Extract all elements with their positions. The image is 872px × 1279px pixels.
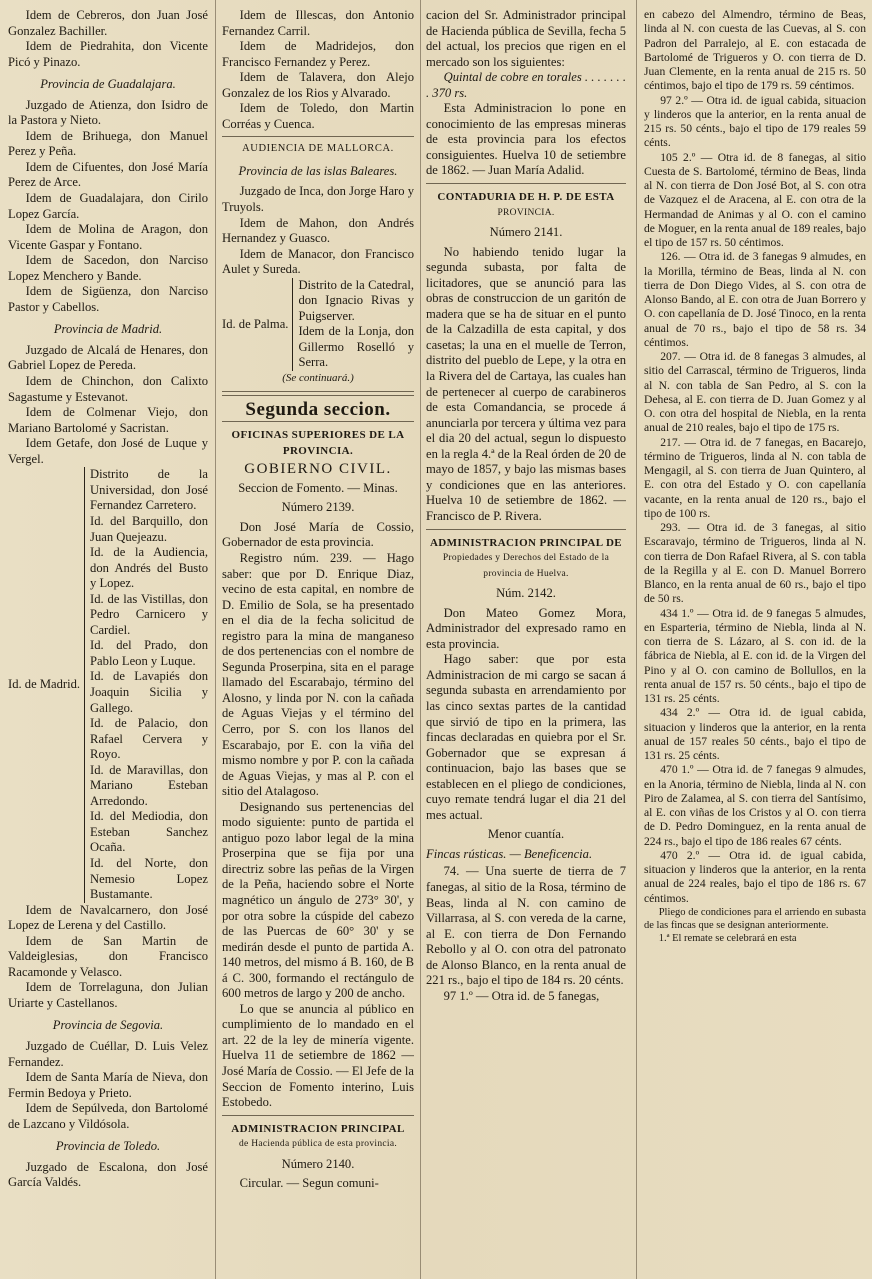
paragraph: Lo que se anuncia al público en cumplimiento de lo mandado en el art. 22 de la ley de minería vigente. Huelva 11 de setiembre de 1862 — José María de Cossio. — El Jefe de la Seccion de Fomento interino, Luis Estobedo. bbox=[222, 1001, 414, 1110]
office-heading: CONTADURIA DE H. P. DE ESTA bbox=[437, 191, 615, 204]
paragraph: 74. — Una suerte de tierra de 7 fanegas, al sitio de la Rosa, término de Beas, linda al N. con camino de Villarrasa, al S. con vereda de la carne, al E. con tierra de Don Fernando Rebollo y al O. con otra del patronato de Alonso Blanco, en la renta anual de 221 rs., bajo el tipo de 184 rs. 20 cénts. bbox=[426, 864, 626, 988]
paragraph: Idem de Talavera, don Alejo Gonzalez de los Rios y Alvarado. bbox=[222, 70, 414, 100]
paragraph: Juzgado de Alcalá de Henares, don Gabriel Lopez de Pereda. bbox=[8, 342, 208, 373]
divider bbox=[222, 421, 414, 422]
list-item: Distrito de la Universidad, don José Fernandez Carretero. bbox=[90, 467, 208, 513]
section-heading: Provincia de Guadalajara. bbox=[40, 77, 176, 92]
list-item: Id. del Barquillo, don Juan Quejeazu. bbox=[90, 513, 208, 544]
paragraph: 434 1.º — Otra id. de 9 fanegas 5 almudes, en Esparteria, término de Niebla, linda al N. con tierra de S. Lázaro, al S. con id. de la fábrica de Niebla, al E. con id. de la Virgen del Pino y al O. con camino de Bollullos, en la renta anual de 157 rs. 50 cénts., bajo el tipo de 131 rs. 25 cénts. bbox=[644, 606, 866, 705]
brace-items bbox=[84, 467, 208, 902]
paragraph: No habiendo tenido lugar la segunda subasta, por falta de licitadores, que se anunció para las obras de construccion de un garitón de madera que se ha de situar en el punto de la Calzadilla de esta capital, y dos casetas; la una en el muelle de Terron, distrito del pueblo de Lepe, y la otra en la Rivera del de Cartaya, las cuales han de pertenecer al cuerpo de carabineros de esta Comandancia, se procede á anunciarla por tercera y última vez para el dia 20 del actual, segun lo dispuesto en la regla 4.ª de la Real órden de 20 de mayo de 1857, y bajo las mismas bases y condiciones que en las anteriores. Huelva 10 de setiembre de 1862. — Francisco de P. Rivera. bbox=[426, 244, 626, 523]
paragraph: Idem de Colmenar Viejo, don Mariano Bartolomé y Sacristan. bbox=[8, 405, 208, 435]
office-heading: OFICINAS SUPERIORES DE LA PROVINCIA. bbox=[231, 429, 405, 457]
paragraph: Idem de Toledo, don Martin Corréas y Cuenca. bbox=[222, 101, 414, 131]
paragraph: Idem de Illescas, don Antonio Fernandez Carril. bbox=[222, 8, 414, 38]
brace-label: Id. de Palma. bbox=[222, 316, 289, 331]
madrid-districts bbox=[8, 467, 208, 902]
paragraph: cacion del Sr. Administrador principal de Hacienda pública de Sevilla, fecha 5 del actual, los precios que rigen en el mercado son los siguientes: bbox=[426, 8, 626, 69]
paragraph: Idem de Navalcarnero, don José Lopez de Lerena y del Castillo. bbox=[8, 902, 208, 933]
paragraph: Idem de Cebreros, don Juan José Gonzalez Bachiller. bbox=[8, 8, 208, 38]
section-heading: AUDIENCIA DE MALLORCA. bbox=[242, 143, 394, 155]
subheading: Fincas rústicas. — Beneficencia. bbox=[426, 846, 593, 861]
divider bbox=[222, 1115, 414, 1116]
list-item: Id. de Maravillas, don Mariano Esteban Arredondo. bbox=[90, 762, 208, 808]
column-1 bbox=[8, 8, 208, 1273]
column-4 bbox=[644, 8, 866, 1273]
paragraph: 207. — Otra id. de 8 fanegas 3 almudes, al sitio del Carrascal, término de Trigueros, linda al N. con tabla de San Pedro, al S. con la Dehesa, al E. con tierra de D. Juan Gomez y al O. con otra del hospital de Niebla, en la renta anual de 210 reales, bajo el tipo de 175 rs. bbox=[644, 350, 866, 435]
paragraph: Idem de Brihuega, don Manuel Perez y Peña. bbox=[8, 128, 208, 159]
paragraph: Esta Administracion lo pone en conocimiento de las empresas mineras de esta provincia para los efectos consiguientes. Huelva 10 de setiembre de 1862. — Juan María Adalid. bbox=[426, 101, 626, 178]
list-item: Id. de las Vistillas, don Pedro Carnicero y Cardiel. bbox=[90, 591, 208, 637]
paragraph: Idem de Guadalajara, don Cirilo Lopez García. bbox=[8, 191, 208, 221]
notice-number: Número 2141. bbox=[489, 225, 563, 240]
column-2 bbox=[222, 8, 414, 1273]
column-rule bbox=[420, 0, 421, 1279]
column-rule bbox=[215, 0, 216, 1279]
paragraph: Juzgado de Inca, don Jorge Haro y Truyols. bbox=[222, 184, 414, 215]
paragraph: Hago saber: que por esta Administracion de mi cargo se sacan á segunda subasta en arrendamiento por las cinco sextas partes de la cantidad que sirvió de tipo en la primera, las fincas declaradas en quiebra por el Sr. Gobernador que se expresan á continuacion, bajo las bases que se establecen en el pliego de condiciones, cuyo remate tendrá lugar el dia 21 del mes actual. bbox=[426, 652, 626, 822]
paragraph: Designando sus pertenencias del modo siguiente: punto de partida el antiguo pozo labor legal de la mina Proserpina que se fija por una directriz sobre las peñas de la Virgen de la Peña, haciendo sobre el Norte magnético un ángulo de 273° 30', y por otra sobre la cúspide del cabezo de las Puercas de 60° 30' y se medirán desde el punto de partida A. 140 metros, del mismo á B. 160, de B á C. 300, formando el rectángulo de 600 metros de largo y 200 de ancho. bbox=[222, 799, 414, 1001]
paragraph: 97 2.º — Otra id. de igual cabida, situacion y linderos que la anterior, en la renta anual de 215 rs. 50 cénts., bajo el tipo de 179 reales 59 cénts. bbox=[644, 93, 866, 150]
notice-number: Número 2139. bbox=[281, 500, 355, 515]
divider bbox=[222, 391, 414, 396]
paragraph: Idem de Santa María de Nieva, don Fermin Bedoya y Prieto. bbox=[8, 1070, 208, 1100]
paragraph: Idem de Madridejos, don Francisco Fernandez y Perez. bbox=[222, 39, 414, 69]
paragraph: Pliego de condiciones para el arriendo en subasta de las fincas que se designan anteriormente. bbox=[644, 906, 866, 931]
list-item: Distrito de la Catedral, don Ignacio Rivas y Puigserver. bbox=[298, 277, 414, 323]
paragraph: Idem de Molina de Aragon, don Vicente Gaspar y Fontano. bbox=[8, 222, 208, 252]
paragraph: 105 2.º — Otra id. de 8 fanegas, al sitio Cuesta de S. Bartolomé, término de Beas, linda al N. con tierra de Don José Bot, al S. con otra de Vazquez el de Aracena, al E. con otra de la Hermandad de Animas y al O. con el camino de Moguer, en la renta anual de 189 reales, bajo el tipo de 157 rs. 50 céntimos. bbox=[644, 150, 866, 249]
paragraph: Juzgado de Escalona, don José García Valdés. bbox=[8, 1159, 208, 1190]
paragraph: 1.ª El remate se celebrará en esta bbox=[658, 932, 797, 944]
subheading: Menor cuantía. bbox=[487, 827, 565, 842]
paragraph: 97 1.º — Otra id. de 5 fanegas, bbox=[443, 988, 600, 1003]
section-title: Segunda seccion. bbox=[245, 398, 391, 420]
list-item: Id. del Prado, don Pablo Leon y Luque. bbox=[90, 638, 208, 668]
section-heading: Provincia de Madrid. bbox=[53, 322, 163, 337]
paragraph: Idem de Sepúlveda, don Bartolomé de Lazcano y Vildósola. bbox=[8, 1101, 208, 1131]
list-item: Id. de la Audiencia, don Andrés del Busto y Lopez. bbox=[90, 545, 208, 591]
office-heading: ADMINISTRACION PRINCIPAL bbox=[231, 1122, 405, 1135]
palma-districts bbox=[222, 278, 414, 371]
paragraph: Idem de Mahon, don Andrés Hernandez y Guasco. bbox=[222, 215, 414, 246]
divider bbox=[222, 136, 414, 137]
paragraph: Registro núm. 239. — Hago saber: que por D. Enrique Diaz, vecino de esta capital, en nombre de D. Emilio de Sola, se ha presentado en el dia de la fecha solicitud de registro para la mina de manganeso de dos pertenencias con el nombre de Segunda Proserpina, sita en el parage llamado del Escarabajo, término del Alosno, y linda por N. con la cañada de Aguas Viejas y el término del Cerro, por S. con los llanos del Escarabajo, por E. con la viña del mismo nombre y por P. con la cañada de Aguas Viejas, y mas al P. con el sitio del Atalagoso. bbox=[222, 550, 414, 799]
office-subheading: de Hacienda pública de esta provincia. bbox=[238, 1139, 398, 1150]
section-heading: Provincia de Toledo. bbox=[55, 1139, 161, 1154]
paragraph: Idem de Cifuentes, don José María Perez de Arce. bbox=[8, 159, 208, 190]
paragraph: 434 2.º — Otra id. de igual cabida, situacion y linderos que la anterior, en la renta anual de 157 reales 50 cénts., bajo el tipo de 131 rs. 25 cénts. bbox=[644, 706, 866, 762]
paragraph: 470 2.º — Otra id. de igual cabida, situacion y linderos que la anterior, en la renta anual de 224 reales, bajo el tipo de 186 rs. 67 céntimos. bbox=[644, 848, 866, 905]
paragraph: Circular. — Segun comuni- bbox=[239, 1176, 379, 1191]
paragraph: Idem de Chinchon, don Calixto Sagastume y Estevanot. bbox=[8, 374, 208, 404]
office-title: GOBIERNO CIVIL. bbox=[244, 461, 392, 478]
list-item: Id. de Lavapiés don Joaquin Sicilia y Gallego. bbox=[90, 669, 208, 715]
paragraph: Don José María de Cossio, Gobernador de esta provincia. bbox=[222, 519, 414, 550]
paragraph: 126. — Otra id. de 3 fanegas 9 almudes, en la Morilla, término de Beas, linda al N. con tierra de Don Diego Vides, al S. con otra de Alonso Bando, al E. con otra de Juan Borrero y O. con capellanía de D. José Tinoco, en la renta anual de 70 rs., bajo el tipo de 58 rs. 34 céntimos. bbox=[644, 250, 866, 349]
paragraph: Idem de Manacor, don Francisco Aulet y Sureda. bbox=[222, 246, 414, 277]
divider bbox=[426, 529, 626, 530]
continuation-note: (Se continuará.) bbox=[282, 372, 354, 385]
paragraph: en cabezo del Almendro, término de Beas, linda al N. con cuesta de las Cuevas, al S. con Padron del Parralejo, al E. con estacada de Bartolomé de Trigueros y O. con tierra de D. Juan Clemente, en la renta anual de 215 rs. 50 céntimos, bajo el tipo de 179 rs. 59 céntimos. bbox=[644, 8, 866, 93]
notice-number: Núm. 2142. bbox=[496, 586, 556, 601]
price-line: Quintal de cobre en torales . . . . . . . . 370 rs. bbox=[426, 70, 626, 100]
section-heading: Provincia de Segovia. bbox=[52, 1018, 164, 1033]
paragraph: Juzgado de Atienza, don Isidro de la Pastora y Nieto. bbox=[8, 97, 208, 128]
paragraph: Idem de Sacedon, don Narciso Lopez Menchero y Bande. bbox=[8, 253, 208, 283]
list-item: Id. del Mediodia, don Esteban Sanchez Ocaña. bbox=[90, 809, 208, 855]
list-item: Id. de Palacio, don Rafael Cervera y Royo. bbox=[90, 716, 208, 762]
divider bbox=[426, 183, 626, 184]
office-subheading: Propiedades y Derechos del Estado de la provincia de Huelva. bbox=[442, 553, 610, 579]
brace-items bbox=[292, 278, 414, 371]
paragraph: Don Mateo Gomez Mora, Administrador del expresado ramo en esta provincia. bbox=[426, 605, 626, 651]
paragraph: Idem de San Martin de Valdeiglesias, don Francisco Racamonde y Velasco. bbox=[8, 933, 208, 979]
brace-label: Id. de Madrid. bbox=[8, 677, 81, 692]
subheading: Seccion de Fomento. — Minas. bbox=[238, 480, 398, 495]
paragraph: Idem de Sigüenza, don Narciso Pastor y Cabellos. bbox=[8, 284, 208, 314]
paragraph: Idem de Piedrahita, don Vicente Picó y Pinazo. bbox=[8, 39, 208, 69]
section-heading: Provincia de las islas Baleares. bbox=[238, 163, 398, 178]
column-rule bbox=[636, 0, 637, 1279]
paragraph: 470 1.º — Otra id. de 7 fanegas 9 almudes, en la Anoria, término de Niebla, linda al N. con Piro de Zalamea, al S. con tierra del Santísimo, al E. con viñas de los Cristos y al O. con tierra de D. Pedro Dominguez, en la renta anual de 224 rs., bajo el tipo de 186 reales 67 cénts. bbox=[644, 763, 866, 848]
office-subheading: PROVINCIA. bbox=[497, 207, 555, 218]
notice-number: Número 2140. bbox=[281, 1156, 355, 1171]
paragraph: 217. — Otra id. de 7 fanegas, en Bacarejo, término de Trigueros, linda al N. con tabla de Mengagil, al S. con tierra de Juan Quintero, al E. con otra del Estado y O. con capellanía vacante, en la renta anual de 120 rs., bajo el tipo de 100 rs. bbox=[644, 435, 866, 520]
list-item: Id. del Norte, don Nemesio Lopez Bustamante. bbox=[90, 855, 208, 902]
paragraph: Juzgado de Cuéllar, D. Luis Velez Fernandez. bbox=[8, 1039, 208, 1069]
column-3 bbox=[426, 8, 626, 1273]
list-item: Idem de la Lonja, don Gillermo Roselló y Serra. bbox=[298, 324, 414, 370]
paragraph: Idem de Torrelaguna, don Julian Uriarte y Castellanos. bbox=[8, 980, 208, 1010]
paragraph: Idem Getafe, don José de Luque y Vergel. bbox=[8, 436, 208, 466]
paragraph: 293. — Otra id. de 3 fanegas, al sitio Escaravajo, término de Trigueros, linda al N. con tierra de Don Rafael Rivera, al S. con tabla de la Regilla y al E. con D. Manuel Borrero Blanco, en la renta anual de 60 rs., bajo el tipo de 50 rs. bbox=[644, 521, 866, 606]
office-heading: ADMINISTRACION PRINCIPAL DE bbox=[429, 536, 623, 549]
